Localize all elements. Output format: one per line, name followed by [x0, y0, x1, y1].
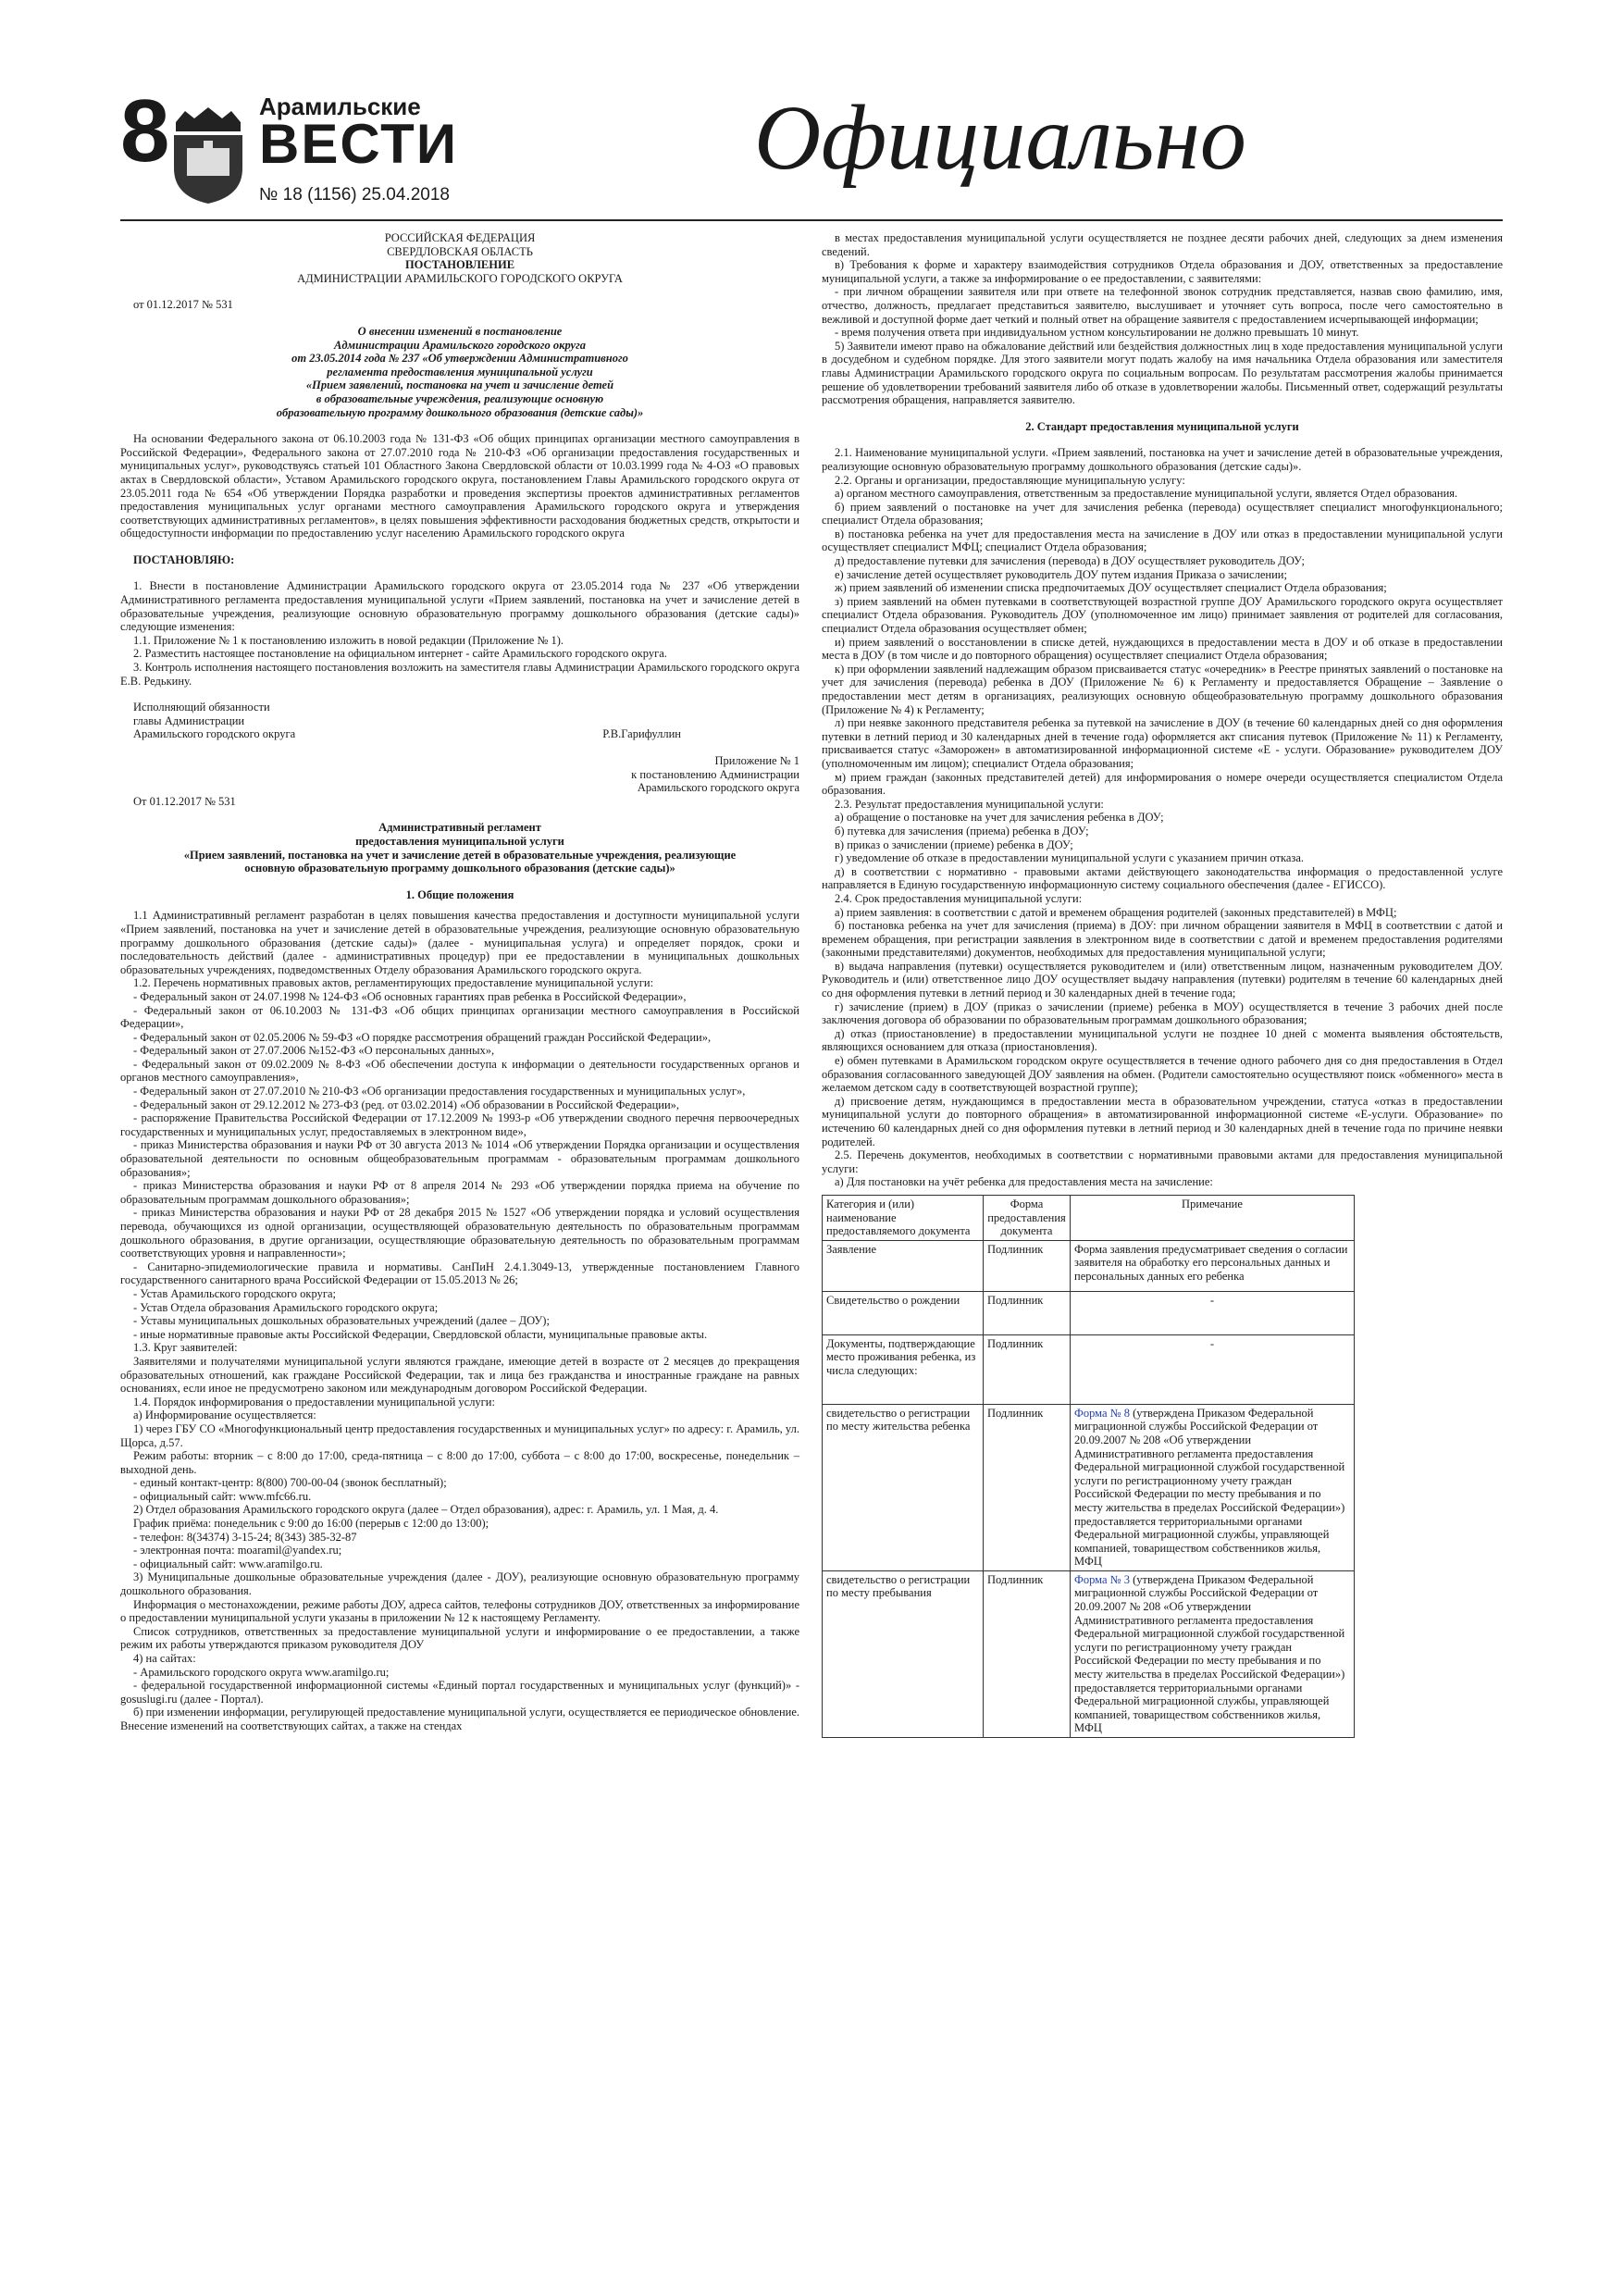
paragraph: 1.1 Административный регламент разработан в целях повышения качества предоставления и доступности муниципальной услуги «Прием заявлений, постановка на учет и зачисление детей в образовательные учреждения, реализующие основную образовательную программу дошкольного образования (детские сады)» (далее - муниципальная услуга) и определяет порядок, сроки и последовательность действий (далее - административных процедур) при ее предоставлении в муниципальных дошкольных образовательных учреждениях, подведомственных Отделу образования Арамильского городского округа.: [120, 909, 799, 976]
header-rule: [120, 219, 1503, 221]
decree-title-line: регламента предоставления муниципальной услуги: [327, 365, 593, 379]
section-2-heading: 2. Стандарт предоставления муниципальной услуги: [1025, 419, 1299, 433]
paragraph: - распоряжение Правительства Российской Федерации от 17.12.2009 № 1993-р «Об утверждении сводного перечня первоочередных государственных и муниципальных услуг, предоставляемых в электронном виде»,: [120, 1111, 799, 1138]
table-cell-note: -: [1071, 1291, 1355, 1334]
paragraph: 1.3. Круг заявителей:: [133, 1341, 238, 1355]
paragraph: - приказ Министерства образования и науки РФ от 28 декабря 2015 № 1527 «Об утверждении порядка и условий осуществления перевода, обучающихся из одной организации, осуществляющей образовательную деятельность по образовательным программам дошкольного образования, в другие организации, осуществляющие образовательную деятельность по образовательным программам соответствующих уровня и направленности»;: [120, 1206, 799, 1260]
decree-title-line: О внесении изменений в постановление: [357, 324, 563, 338]
paragraph: - телефон: 8(34374) 3-15-24; 8(343) 385-32-87: [133, 1530, 357, 1544]
decree-item: 3. Контроль исполнения настоящего постановления возложить на заместителя главы Администрации Арамильского городского округа Е.В. Редькину.: [120, 661, 799, 688]
paragraph: е) обмен путевками в Арамильском городском округе осуществляется в течение одного рабочего дня со дня предоставления в Отдел образования согласованного заведующей ДОУ заявления на обмен. (Родители самостоятельно осуществляют поиск «обменного» места в желаемом детском саду в соответствующей возрастной группе);: [822, 1054, 1503, 1095]
paragraph: д) в соответствии с нормативно - правовыми актами действующего законодательства информация о предоставленной услуге направляется в Единую государственную информационную систему социального обеспечения (далее - ЕГИССО).: [822, 864, 1503, 892]
regulation-title-line: Административный регламент: [378, 821, 541, 835]
table-cell-note: Форма заявления предусматривает сведения о согласии заявителя на обработку его персональных данных и персональных данных его ребенка: [1071, 1240, 1355, 1291]
paragraph: 1.4. Порядок информирования о предоставлении муниципальной услуги:: [133, 1395, 495, 1409]
paragraph: 2) Отдел образования Арамильского городского округа (далее – Отдел образования), адрес: г. Арамиль, ул. 1 Мая, д. 4.: [133, 1503, 719, 1517]
table-header-note: Примечание: [1071, 1195, 1355, 1240]
paragraph: б) при изменении информации, регулирующей предоставление муниципальной услуги, осуществляется ее периодическое обновление. Внесение изменений на соответствующих сайтах, а также на стендах: [120, 1706, 799, 1732]
paragraph: График приёма: понедельник с 9:00 до 16:00 (перерыв с 12:00 до 13:00);: [133, 1517, 489, 1531]
paragraph: л) при неявке законного представителя ребенка за путевкой на зачисление в ДОУ (в течение 60 календарных дней со дня оформления путевки в летний период и 30 календарных дней в течение года) оформляется акт списания путевок (Приложение № 11) к Регламенту, присваивается статус «Заморожен» в автоматизированной информационной системе «Е - услуги. Образование» руководителем ДОУ (уполномоченным им лицом); специалист Отдела образования;: [822, 716, 1503, 770]
table-row: [823, 1334, 1355, 1404]
table-row: [823, 1404, 1355, 1570]
paragraph: - Уставы муниципальных дошкольных образовательных учреждений (далее – ДОУ);: [133, 1314, 550, 1328]
documents-table: [822, 1195, 1355, 1738]
decree-item: 1.1. Приложение № 1 к постановлению изложить в новой редакции (Приложение № 1).: [133, 633, 564, 647]
paragraph: - единый контакт-центр: 8(800) 700-00-04 (звонок бесплатный);: [133, 1476, 447, 1490]
paragraph: - время получения ответа при индивидуальном устном консультировании не должно превышать 10 минут.: [835, 326, 1359, 340]
paragraph: д) предоставление путевки для зачисления (перевода) в ДОУ осуществляет руководитель ДОУ;: [835, 554, 1305, 568]
paragraph: ж) прием заявлений об изменении списка предпочитаемых ДОУ осуществляет специалист Отдела образования;: [835, 581, 1387, 595]
table-header-category: Категория и (или) наименование предоставляемого документа: [823, 1195, 984, 1240]
table-row: [823, 1291, 1355, 1334]
table-row: [823, 1240, 1355, 1291]
paragraph: е) зачисление детей осуществляет руководитель ДОУ путем издания Приказа о зачислении;: [835, 567, 1287, 581]
table-cell-form: Подлинник: [984, 1570, 1071, 1737]
decree-title-line: от 23.05.2014 года № 237 «Об утверждении Административного: [291, 352, 628, 366]
decree-header-line: АДМИНИСТРАЦИИ АРАМИЛЬСКОГО ГОРОДСКОГО ОКРУГА: [297, 271, 623, 285]
logo-title: ВЕСТИ: [259, 113, 458, 175]
decree-header-line: ПОСТАНОВЛЕНИЕ: [404, 258, 515, 272]
table-row: [823, 1570, 1355, 1737]
table-cell-form: Подлинник: [984, 1240, 1071, 1291]
preamble: На основании Федерального закона от 06.10.2003 года № 131-ФЗ «Об общих принципах организации местного самоуправления в Российской Федерации», Федерального закона от 27.07.2010 года № 210-ФЗ «Об организации предоставления государственных и муниципальных услуг», руководствуясь статьей 101 Областного Закона Свердловской области от 10.03.1999 года № 4-ОЗ «О правовых актах в Свердловской области», Уставом Арамильского городского округа, постановлением Главы Арамильского городского округа от 23.05.2011 года № 654 «Об утверждении Порядка разработки и проведения экспертизы проектов административных регламентов предоставления муниципальных услуг органами местного самоуправления Арамильского городского округа и утверждения соответствующих административных регламентов», в целях повышения эффективности расходования бюджетных средств, открытости и общедоступности информации по предоставлению услуг населению Арамильского городского округа: [120, 432, 799, 540]
decree-title-line: образовательную программу дошкольного образования (детские сады)»: [276, 405, 644, 419]
paragraph: 4) на сайтах:: [133, 1652, 196, 1665]
table-cell-category: свидетельство о регистрации по месту жительства ребенка: [823, 1404, 984, 1570]
paragraph: 2.3. Результат предоставления муниципальной услуги:: [835, 797, 1104, 811]
decree-header-line: РОССИЙСКАЯ ФЕДЕРАЦИЯ: [384, 231, 536, 244]
regulation-title-line: «Прием заявлений, постановка на учет и зачисление детей в образовательные учреждения, реализующие основную образовательную программу дошкольного образования (детские сады)»: [183, 848, 737, 875]
paragraph: - Федеральный закон от 02.05.2006 № 59-ФЗ «О порядке рассмотрения обращений граждан Российской Федерации»,: [133, 1030, 712, 1044]
decree-header-line: СВЕРДЛОВСКАЯ ОБЛАСТЬ: [387, 244, 533, 258]
paragraph: 2.5. Перечень документов, необходимых в соответствии с нормативными правовыми актами для предоставления муниципальной услуги:: [822, 1148, 1503, 1175]
paragraph: в местах предоставления муниципальной услуги осуществляется не позднее десяти рабочих дней, следующих за днем изменения сведений.: [822, 231, 1503, 258]
table-cell-category: Заявление: [823, 1240, 984, 1291]
signer-position: Арамильского городского округа: [133, 727, 296, 741]
decree-title-line: Администрации Арамильского городского округа: [334, 338, 586, 352]
signer-line: Исполняющий обязанности: [133, 701, 270, 714]
paragraph: Список сотрудников, ответственных за предоставление муниципальной услуги и информирование о ее предоставлении, а также режим их работы утверждаются приказом руководителя ДОУ: [120, 1624, 799, 1652]
table-cell-form: Подлинник: [984, 1334, 1071, 1404]
left-column: [120, 231, 799, 1733]
paragraph: - Федеральный закон от 24.07.1998 № 124-ФЗ «Об основных гарантиях прав ребенка в Российской Федерации»,: [133, 989, 687, 1003]
paragraph: - иные нормативные правовые акты Российской Федерации, Свердловской области, муниципальные правовые акты.: [133, 1327, 708, 1341]
paragraph: в) приказ о зачислении (приеме) ребенка в ДОУ;: [835, 838, 1073, 851]
form-link[interactable]: Форма № 8: [1074, 1406, 1130, 1420]
appendix-date: От 01.12.2017 № 531: [133, 794, 236, 808]
paragraph: а) Информирование осуществляется:: [133, 1409, 316, 1422]
paragraph: г) уведомление об отказе в предоставлении муниципальной услуги с указанием причин отказа.: [835, 851, 1305, 865]
paragraph: в) Требования к форме и характеру взаимодействия сотрудников Отдела образования и ДОУ, ответственных за предоставление муниципальной услуги, а также за информирование о ее предоставлении, с заявителями:: [822, 258, 1503, 285]
paragraph: 5) Заявители имеют право на обжалование действий или бездействия должностных лиц в ходе предоставления муниципальной услуги в досудебном и судебном порядке. Для этого заявители могут подать жалобу на имя начальника Отдела образования или заместителя главы Администрации Арамильского городского округа по социальным вопросам. По результатам рассмотрения жалобы принимается решение об удовлетворении требований заявителя либо об отказе в удовлетворении жалобы. Письменный ответ, содержащий результаты рассмотрения обращения, направляется заявителю.: [822, 339, 1503, 407]
paragraph: - Федеральный закон от 29.12.2012 № 273-ФЗ (ред. от 03.02.2014) «Об образовании в Российской Федерации»,: [133, 1098, 680, 1111]
paragraph: - официальный сайт: www.aramilgo.ru.: [133, 1557, 323, 1570]
paragraph: м) прием граждан (законных представителей детей) для информирования о номере очереди осуществляется специалистом Отдела образования.: [822, 770, 1503, 798]
paragraph: к) при оформлении заявлений надлежащим образом присваивается статус «очередник» в Реестре принятых заявлений о постановке на учет для зачисления (перевода) ребенка в ДОУ (Приложение № 6) к Регламенту и предоставляется Обращение – Заявление о предоставлении мест детям в организациях, реализующих основную общеобразовательную программу дошкольного образования (Приложение № 4) к Регламенту;: [822, 662, 1503, 716]
paragraph: 1) через ГБУ СО «Многофункциональный центр предоставления государственных и муниципальных услуг» по адресу: г. Арамиль, ул. Щорса, д.57.: [120, 1421, 799, 1449]
paragraph: Информация о местонахождении, режиме работы ДОУ, адреса сайтов, телефоны сотрудников ДОУ, ответственных за информирование о предоставлении муниципальной услуги указаны в приложении № 12 к настоящему Регламенту.: [120, 1597, 799, 1625]
paragraph: 1.2. Перечень нормативных правовых актов, регламентирующих предоставление муниципальной услуги:: [133, 976, 654, 990]
paragraph: - приказ Министерства образования и науки РФ от 8 апреля 2014 № 293 «Об утверждении порядка приема на обучение по образовательным программам дошкольного образования»;: [120, 1179, 799, 1206]
note-text: (утверждена Приказом Федеральной миграционной службы Российской Федерации от 20.09.2007 № 208 «Об утверждении Административного регламента предоставления Федеральной миграционной службой государственной услуги по регистрационному учету граждан Российской Федерации по месту пребывания и по месту жительства в пределах Российской Федерации») предоставляется территориальными органами Федеральной миграционной службы, управляющей компанией, товариществом собственников жилья, МФЦ: [1074, 1572, 1345, 1735]
paragraph: и) прием заявлений о восстановлении в списке детей, нуждающихся в предоставлении места в ДОУ и об отказе в предоставлении места в ДОУ (в том числе и до повторного обращения) осуществляет специалист Отдела образования;: [822, 635, 1503, 663]
table-cell-form: Подлинник: [984, 1404, 1071, 1570]
paragraph: г) зачисление (прием) в ДОУ (приказ о зачислении (приеме) ребенка в МОУ) осуществляется в течение 3 рабочих дней после заключения договора об образовании по образовательным программам дошкольного образования;: [822, 999, 1503, 1027]
regulation-title-line: предоставления муниципальной услуги: [355, 834, 564, 848]
paragraph: 3) Муниципальные дошкольные образовательные учреждения (далее - ДОУ), реализующие основную образовательную программу дошкольного образования.: [120, 1570, 799, 1598]
paragraph: - Устав Отдела образования Арамильского городского округа;: [133, 1300, 439, 1314]
table-cell-note: [1071, 1404, 1355, 1570]
paragraph: 2.1. Наименование муниципальной услуги. «Прием заявлений, постановка на учет и зачисление детей в образовательные учреждения, реализующие основную образовательную программу дошкольного образования (детские сады)».: [822, 446, 1503, 473]
paragraph: - приказ Министерства образования и науки РФ от 30 августа 2013 № 1014 «Об утверждении Порядка организации и осуществления образовательной деятельности по основным общеобразовательным программам - образовательным программам дошкольного образования»;: [120, 1138, 799, 1179]
decree-item: 2. Разместить настоящее постановление на официальном интернет - сайте Арамильского городского округа.: [133, 647, 667, 661]
paragraph: - Арамильского городского округа www.aramilgo.ru;: [133, 1665, 390, 1679]
paragraph: - Федеральный закон от 27.07.2010 № 210-ФЗ «Об организации предоставления государственных и муниципальных услуг»,: [133, 1085, 746, 1098]
decree-date: от 01.12.2017 № 531: [133, 298, 233, 312]
signer-line: главы Администрации: [133, 714, 245, 727]
table-cell-category: свидетельство о регистрации по месту пребывания: [823, 1570, 984, 1737]
paragraph: Режим работы: вторник – с 8:00 до 17:00, среда-пятница – с 8:00 до 17:00, суббота – с 8:00 до 17:00, воскресенье, понедельник – выходной день.: [120, 1449, 799, 1476]
paragraph: а) органом местного самоуправления, ответственным за предоставление муниципальной услуги, является Отдел образования.: [835, 487, 1458, 501]
paragraph: в) выдача направления (путевки) осуществляется руководителем и (или) ответственным лицом, назначенным руководителем ДОУ. Руководитель и (или) ответственное лицо ДОУ осуществляет выдачу направления (путевки) родителям в течение 60 календарных дней со дня оформления путевки в летний период и 30 календарных дней в течение года;: [822, 959, 1503, 1000]
paragraph: д) присвоение детям, нуждающимся в предоставлении места в образовательном учреждении, статуса «отказ в предоставлении муниципальной услуги до повторного обращения» в автоматизированной информационной системе «Е-услуги. Образование» по истечению 60 календарных дней со дня оформления путевки в летний период и 30 календарных дней в течение года по причине неявки родителей.: [822, 1094, 1503, 1148]
paragraph: б) постановка ребенка на учет для зачисления (приема) в ДОУ: при личном обращении заявителя в МФЦ в соответствии с датой и временем обращения, при регистрации заявления в электронном виде в соответствии с датой и временем предоставления родителями (законными представителями) документов, необходимых для предоставления муниципальной услуги;: [822, 919, 1503, 960]
table-cell-note: -: [1071, 1334, 1355, 1404]
paragraph: - Федеральный закон от 09.02.2009 № 8-ФЗ «Об обеспечении доступа к информации о деятельности государственных органов и органов местного самоуправления»,: [120, 1057, 799, 1085]
page-number: 8: [120, 81, 170, 180]
resolve-heading: ПОСТАНОВЛЯЮ:: [133, 552, 235, 566]
note-text: (утверждена Приказом Федеральной миграционной службы Российской Федерации от 20.09.2007 № 208 «Об утверждении Административного регламента предоставления Федеральной миграционной службой государственной услуги по регистрационному учету граждан Российской Федерации по месту пребывания и по месту жительства в пределах Российской Федерации») предоставляется территориальными органами Федеральной миграционной службы, управляющей компанией, товариществом собственников жилья, МФЦ: [1074, 1406, 1345, 1569]
table-cell-category: Документы, подтверждающие место проживания ребенка, из числа следующих:: [823, 1334, 984, 1404]
paragraph: д) отказ (приостановление) в предоставлении муниципальной услуги не позднее 10 дней с момента выявления обстоятельств, являющихся основанием для отказа (приостановления).: [822, 1026, 1503, 1054]
table-header-form: Форма предоставления документа: [984, 1195, 1071, 1240]
decree-item: 1. Внести в постановление Администрации Арамильского городского округа от 23.05.2014 года № 237 «Об утверждении Административного регламента предоставления муниципальной услуги «Прием заявлений, постановка на учет и зачисление детей в образовательные учреждения, реализующие основную образовательную программу дошкольного образования (детские сады)» следующие изменения:: [120, 579, 799, 634]
decree-title-line: в образовательные учреждения, реализующие основную: [316, 391, 604, 405]
paragraph: а) прием заявления: в соответствии с датой и временем обращения родителей (законных представителей) в МФЦ;: [835, 905, 1397, 919]
paragraph: - Устав Арамильского городского округа;: [133, 1286, 336, 1300]
paragraph: а) Для постановки на учёт ребенка для предоставления места на зачисление:: [835, 1175, 1213, 1189]
form-link[interactable]: Форма № 3: [1074, 1572, 1130, 1586]
appendix-line: Арамильского городского округа: [637, 781, 799, 795]
masthead: [120, 81, 1503, 213]
paragraph: 2.2. Органы и организации, предоставляющие муниципальную услугу:: [835, 473, 1185, 487]
paragraph: - федеральной государственной информационной системы «Единый портал государственных и муниципальных услуг (функций)» - gosuslugi.ru (далее - Портал).: [120, 1679, 799, 1706]
paragraph: - электронная почта: moaramil@yandex.ru;: [133, 1544, 342, 1558]
paragraph: - при личном обращении заявителя или при ответе на телефонной звонок сотрудник представляется, назвав свою фамилию, имя, отчество, должность, предлагает представиться заявителю, выслушивает и уточняет суть вопроса, после чего самостоятельно в вежливой и доступной форме дает четкий и полный ответ на обращение заявителя с предоставлением исчерпывающей информации;: [822, 285, 1503, 326]
appendix-line: к постановлению Администрации: [631, 767, 799, 781]
table-cell-form: Подлинник: [984, 1291, 1071, 1334]
table-cell-note: [1071, 1570, 1355, 1737]
logo-subtitle: Арамильские: [259, 93, 421, 120]
appendix-line: Приложение № 1: [714, 754, 799, 767]
section-1-heading: 1. Общие положения: [405, 887, 514, 901]
signer-line: [133, 727, 799, 741]
paragraph: 2.4. Срок предоставления муниципальной услуги:: [835, 891, 1083, 905]
paragraph: - Федеральный закон от 27.07.2006 №152-ФЗ «О персональных данных»,: [133, 1044, 495, 1058]
paragraph: в) постановка ребенка на учет для предоставления места на зачисление в ДОУ или отказ в предоставлении муниципальной услуги осуществляет специалист МФЦ; специалист Отдела образования;: [822, 527, 1503, 554]
right-column: [822, 231, 1503, 1738]
decree-title-line: «Прием заявлений, постановка на учет и зачисление детей: [305, 379, 614, 392]
table-cell-category: Свидетельство о рождении: [823, 1291, 984, 1334]
section-title: Официально: [754, 86, 1246, 189]
paragraph: з) прием заявлений на обмен путевками в соответствующей возрастной группе ДОУ Арамильского городского округа осуществляет специалист Отдела образования. Руководитель ДОУ (уполномоченное им лицо) принимает заявления от родителей для согласования, специалист Отдела образования осуществляет обмен;: [822, 594, 1503, 636]
signer-name: Р.В.Гарифуллин: [602, 727, 681, 741]
paragraph: - Санитарно-эпидемиологические правила и нормативы. СанПиН 2.4.1.3049-13, утвержденные постановлением Главного государственного санитарного врача Российской Федерации от 15.05.2013 № 26;: [120, 1260, 799, 1287]
paragraph: Заявителями и получателями муниципальной услуги являются граждане, имеющие детей в возрасте от 2 месяцев до прекращения образовательных отношений, как граждане Российской Федерации, так и лица без гражданства и иностранные граждане на равных основаниях, если иное не предусмотрено законом или международным договором Российской Федерации.: [120, 1354, 799, 1396]
paragraph: а) обращение о постановке на учет для зачисления ребенка в ДОУ;: [835, 811, 1164, 825]
city-emblem-icon: [167, 104, 250, 205]
paragraph: б) прием заявлений о постановке на учет для зачисления ребенка (перевода) осуществляет специалист многофункционального; специалист Отдела образования;: [822, 500, 1503, 527]
paragraph: - Федеральный закон от 06.10.2003 № 131-ФЗ «Об общих принципах организации местного самоуправления в Российской Федерации»,: [120, 1003, 799, 1031]
issue-number: № 18 (1156) 25.04.2018: [259, 185, 450, 205]
paragraph: б) путевка для зачисления (приема) ребенка в ДОУ;: [835, 824, 1089, 838]
paragraph: - официальный сайт: www.mfc66.ru.: [133, 1489, 312, 1503]
